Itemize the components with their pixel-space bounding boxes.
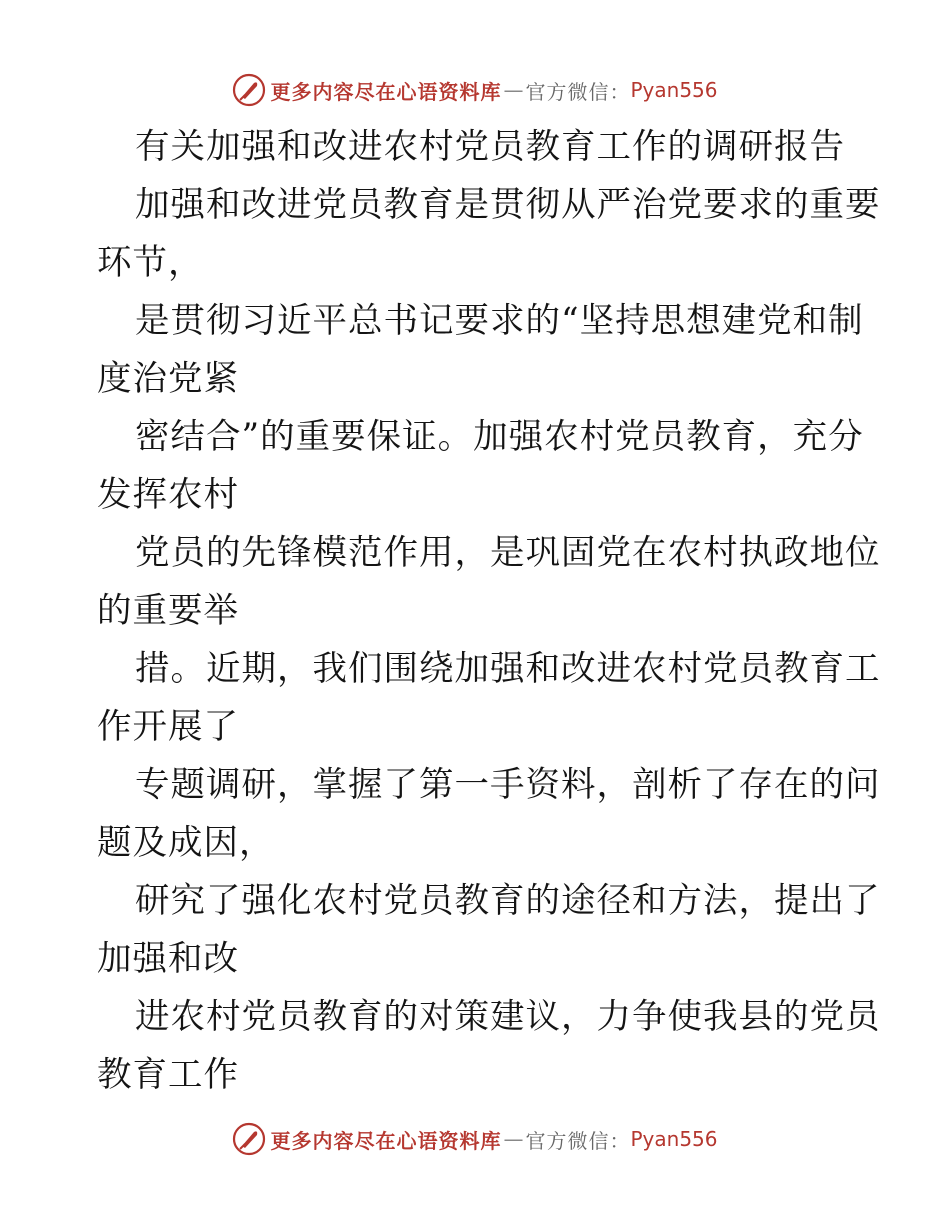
document-body xyxy=(97,118,881,1104)
paragraph-line: 党员的先锋模范作用，是巩固党在农村执政地位 xyxy=(135,533,881,573)
watermark-dash: — xyxy=(503,1127,524,1151)
watermark-wechat-label: 官方微信： xyxy=(525,1128,631,1153)
paragraph-line: 度治党紧 xyxy=(97,359,239,399)
watermark-account: Pyan556 xyxy=(630,78,718,102)
paragraph-line: 加强和改进党员教育是贯彻从严治党要求的重要 xyxy=(135,185,881,225)
paragraph-line: 是贯彻习近平总书记要求的“坚持思想建党和制 xyxy=(135,301,864,341)
footer-watermark-banner xyxy=(0,1119,950,1159)
watermark-account: Pyan556 xyxy=(630,1127,718,1151)
paragraph-line: 进农村党员教育的对策建议，力争使我县的党员 xyxy=(135,997,881,1037)
paragraph-line: 措。近期，我们围绕加强和改进农村党员教育工 xyxy=(135,649,881,689)
paragraph-line: 作开展了 xyxy=(97,707,239,747)
header-watermark-banner xyxy=(0,70,950,110)
feather-pen-icon xyxy=(232,73,266,107)
paragraph-line: 加强和改 xyxy=(97,939,239,979)
paragraph-line: 教育工作 xyxy=(97,1055,239,1095)
paragraph-line: 环节， xyxy=(97,243,204,283)
paragraph-line: 题及成因， xyxy=(97,823,275,863)
paragraph-line: 密结合”的重要保证。加强农村党员教育，充分 xyxy=(135,417,864,457)
watermark-site-name: 更多内容尽在心语资料库 xyxy=(270,1128,502,1153)
document-title: 有关加强和改进农村党员教育工作的调研报告 xyxy=(135,127,845,167)
paragraph-line: 研究了强化农村党员教育的途径和方法，提出了 xyxy=(135,881,881,921)
feather-pen-icon xyxy=(232,1122,266,1156)
paragraph-line: 专题调研，掌握了第一手资料，剖析了存在的问 xyxy=(135,765,881,805)
paragraph-line: 发挥农村 xyxy=(97,475,239,515)
watermark-wechat-label: 官方微信： xyxy=(525,79,631,104)
watermark-site-name: 更多内容尽在心语资料库 xyxy=(270,79,502,104)
watermark-dash: — xyxy=(503,78,524,102)
paragraph-line: 的重要举 xyxy=(97,591,239,631)
